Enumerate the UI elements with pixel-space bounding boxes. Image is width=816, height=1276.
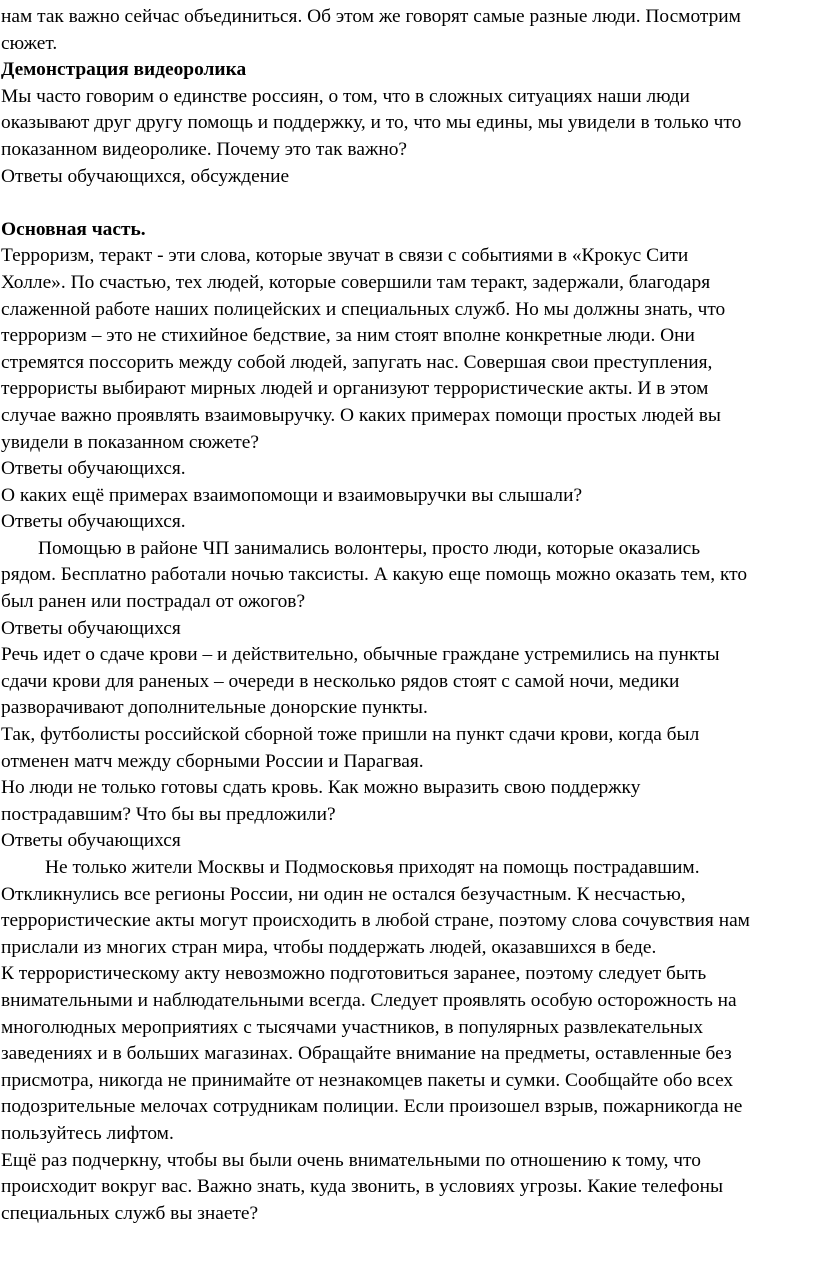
blank-line xyxy=(1,190,816,217)
text-line: происходит вокруг вас. Важно знать, куда звонить, в условиях угрозы. Какие телефоны xyxy=(1,1176,724,1198)
text-line: увидели в показанном сюжете? xyxy=(1,431,259,453)
text-line: случае важно проявлять взаимовыручку. О каких примерах помощи простых людей вы xyxy=(1,404,721,426)
text-line: Ответы обучающихся, обсуждение xyxy=(1,165,290,187)
text-line: многолюдных мероприятиях с тысячами участников, в популярных развлекательных xyxy=(1,1016,704,1038)
text-line: Не только жители Москвы и Подмосковья приходят на помощь пострадавшим. xyxy=(45,857,700,878)
text-line: К террористическому акту невозможно подготовиться заранее, поэтому следует быть xyxy=(1,963,707,985)
text-line: терроризм – это не стихийное бедствие, за ним стоят вполне конкретные люди. Они xyxy=(1,325,695,347)
text-line: О каких ещё примерах взаимопомощи и взаимовыручки вы слышали? xyxy=(1,484,583,506)
text-line: сдачи крови для раненых – очереди в несколько рядов стоят с самой ночи, медики xyxy=(1,670,680,692)
text-line: рядом. Бесплатно работали ночью таксисты. А какую еще помощь можно оказать тем, кто xyxy=(1,564,748,586)
text-line: Терроризм, теракт - эти слова, которые звучат в связи с событиями в «Крокус Сити xyxy=(1,245,689,267)
text-line: оказывают друг другу помощь и поддержку, и то, что мы едины, мы увидели в только что xyxy=(1,112,742,134)
text-line: Помощью в районе ЧП занимались волонтеры, просто люди, которые оказались xyxy=(38,537,701,559)
text-line: Ответы обучающихся xyxy=(1,617,181,639)
text-line: Ещё раз подчеркну, чтобы вы были очень внимательными по отношению к тому, что xyxy=(1,1149,701,1171)
text-line: Ответы обучающихся. xyxy=(1,458,186,480)
text-line: Мы часто говорим о единстве россиян, о том, что в сложных ситуациях наши люди xyxy=(1,85,690,107)
text-line: пользуйтесь лифтом. xyxy=(1,1122,174,1144)
text-line: нам так важно сейчас объединиться. Об этом же говорят самые разные люди. Посмотрим xyxy=(1,6,741,27)
text-line: Холле». По счастью, тех людей, которые совершили там теракт, задержали, благодаря xyxy=(1,271,711,293)
text-line: Ответы обучающихся xyxy=(1,830,181,852)
text-line: Ответы обучающихся. xyxy=(1,511,186,533)
text-line: стремятся поссорить между собой людей, запугать нас. Совершая свои преступления, xyxy=(1,351,713,373)
text-line: пострадавшим? Что бы вы предложили? xyxy=(1,803,336,825)
text-line: показанном видеоролике. Почему это так важно? xyxy=(1,138,408,160)
text-line: Откликнулись все регионы России, ни один не остался безучастным. К несчастью, xyxy=(1,883,686,905)
section-heading: Основная часть. xyxy=(1,218,146,240)
text-line: заведениях и в больших магазинах. Обращайте внимание на предметы, оставленные без xyxy=(1,1043,732,1065)
text-line: сюжет. xyxy=(1,32,58,54)
text-line: террористы выбирают мирных людей и организуют террористические акты. И в этом xyxy=(1,378,709,400)
text-line: террористические акты могут происходить в любой стране, поэтому слова сочувствия нам xyxy=(1,910,750,932)
text-line: специальных служб вы знаете? xyxy=(1,1202,259,1224)
text-line: слаженной работе наших полицейских и специальных служб. Но мы должны знать, что xyxy=(1,298,726,320)
text-line: подозрительные мелочах сотрудникам полиции. Если произошел взрыв, пожарникогда не xyxy=(1,1096,743,1118)
section-heading: Демонстрация видеоролика xyxy=(1,59,247,81)
text-line: присмотра, никогда не принимайте от незнакомцев пакеты и сумки. Сообщайте обо всех xyxy=(1,1069,734,1091)
text-line: Но люди не только готовы сдать кровь. Как можно выразить свою поддержку xyxy=(1,777,641,799)
text-line: разворачивают дополнительные донорские пункты. xyxy=(1,697,428,719)
text-line: Речь идет о сдаче крови – и действительно, обычные граждане устремились на пункты xyxy=(1,644,720,666)
text-line: внимательными и наблюдательными всегда. Следует проявлять особую осторожность на xyxy=(1,989,737,1011)
text-line: Так, футболисты российской сборной тоже пришли на пункт сдачи крови, когда был xyxy=(1,724,700,746)
text-line: отменен матч между сборными России и Парагвая. xyxy=(1,750,424,772)
text-line: был ранен или пострадал от ожогов? xyxy=(1,591,306,613)
text-line: прислали из многих стран мира, чтобы поддержать людей, оказавшихся в беде. xyxy=(1,936,657,958)
